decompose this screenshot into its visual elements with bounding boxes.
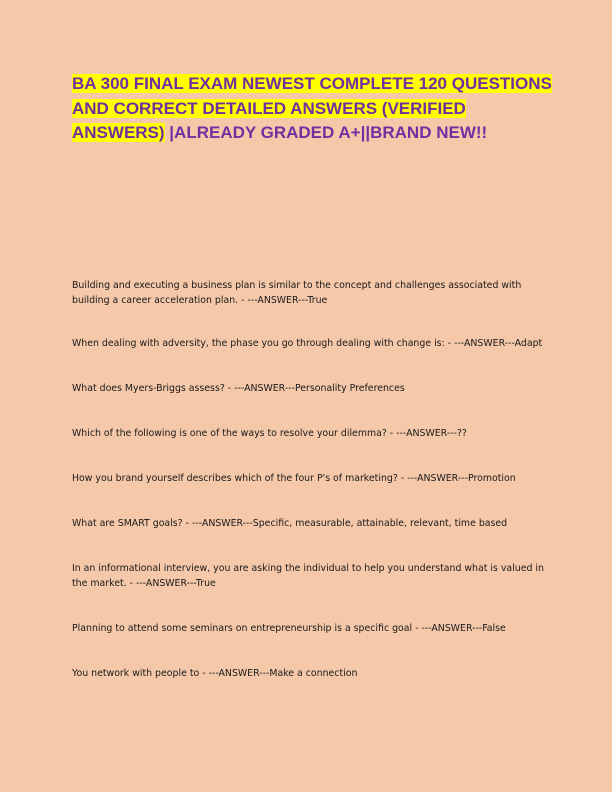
- qa-item-1: Building and executing a business plan is similar to the concept and challenges associated with building a career acceleration plan. - ---ANSWER---True: [72, 280, 522, 306]
- qa-item-9: You network with people to - ---ANSWER---Make a connection: [72, 668, 358, 679]
- qa-item-3: What does Myers-Briggs assess? - ---ANSWER---Personality Preferences: [72, 383, 405, 394]
- document-title-rest: |ALREADY GRADED A+||BRAND NEW!!: [164, 123, 488, 142]
- qa-item-5: How you brand yourself describes which of the four P's of marketing? - ---ANSWER---Promotion: [72, 473, 516, 484]
- qa-item-8: Planning to attend some seminars on entrepreneurship is a specific goal - ---ANSWER---False: [72, 623, 506, 634]
- qa-item-6: What are SMART goals? - ---ANSWER---Specific, measurable, attainable, relevant, time based: [72, 518, 508, 529]
- qa-item-2: When dealing with adversity, the phase you go through dealing with change is: - ---ANSWER---Adapt: [72, 338, 543, 349]
- document-title-highlighted: BA 300 FINAL EXAM NEWEST COMPLETE 120 QUESTIONS AND CORRECT DETAILED ANSWERS (VERIFIED ANSWERS): [72, 74, 552, 142]
- qa-item-4: Which of the following is one of the ways to resolve your dilemma? - ---ANSWER---??: [72, 428, 467, 439]
- document-title: [72, 72, 552, 146]
- qa-item-7: In an informational interview, you are asking the individual to help you understand what is valued in the market. - ---ANSWER---True: [72, 563, 544, 589]
